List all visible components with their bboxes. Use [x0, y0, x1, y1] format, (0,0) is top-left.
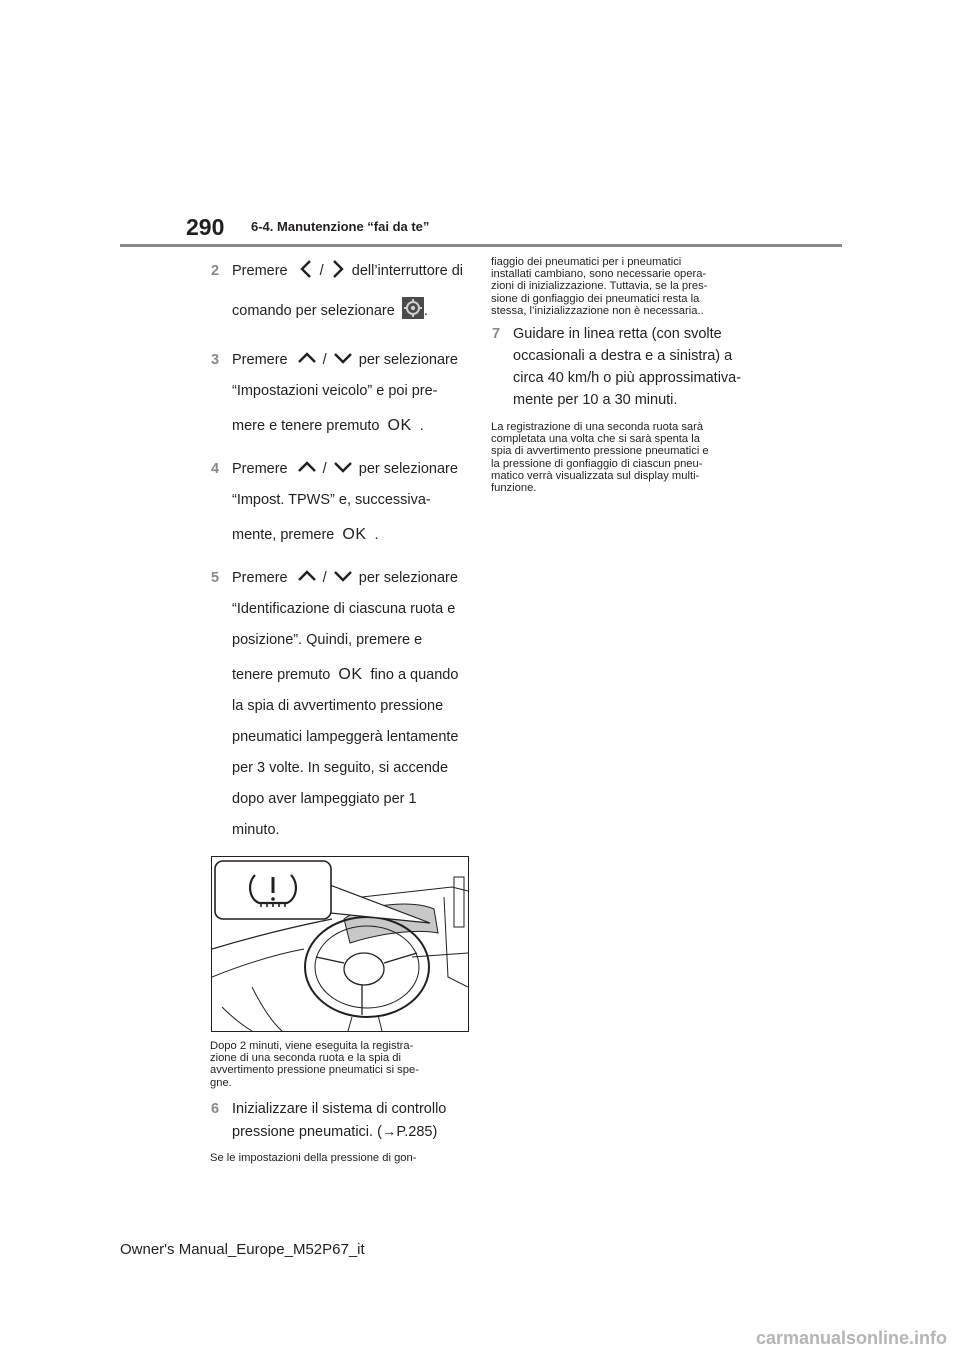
note-continuation: [491, 256, 753, 317]
section-title: 6-4. Manutenzione “fai da te”: [251, 219, 430, 234]
step-number: 7: [492, 326, 501, 343]
steering-wheel-illustration: [212, 857, 468, 1031]
step-text: ): [432, 1123, 438, 1140]
step-text: mente, premere: [232, 527, 335, 543]
step-text: .: [423, 303, 428, 319]
figure-caption: [210, 1040, 472, 1089]
step-line: la spia di avvertimento pressione: [232, 698, 444, 714]
step-line: [232, 563, 472, 594]
step-line: circa 40 km/h o più approssimativa-: [513, 370, 742, 387]
step-text: fino a quando: [370, 667, 459, 683]
note-line: funzione.: [491, 482, 537, 495]
step-text: dell’interruttore di: [351, 263, 463, 279]
step-line: “Impostazioni veicolo” e poi pre-: [232, 383, 438, 399]
step-line: [232, 519, 472, 551]
step-text: per selezionare: [358, 570, 458, 586]
step-line: Guidare in linea retta (con svolte: [513, 326, 722, 343]
step-text: mere e tenere premuto: [232, 418, 380, 434]
step-2: [210, 256, 472, 327]
note-line: matico verrà visualizzata sul display multi-: [491, 469, 700, 482]
note-line: sione di gonfiaggio dei pneumatici resta la: [491, 292, 700, 305]
step-text: Premere: [232, 263, 288, 279]
arrow-icon: →: [381, 1123, 397, 1140]
page-reference-link[interactable]: P.285: [396, 1123, 433, 1140]
right-column: [491, 256, 753, 494]
step-number: 3: [211, 352, 220, 368]
step-line: [232, 345, 472, 376]
slash-separator: /: [322, 352, 327, 368]
step-text: tenere premuto: [232, 667, 331, 683]
note-line: zioni di inizializzazione. Tuttavia, se la pres-: [491, 280, 708, 293]
step-line: [232, 454, 472, 485]
chevron-left-icon: [296, 258, 316, 280]
note-line: La registrazione di una seconda ruota sarà: [491, 421, 704, 434]
step-line: [232, 659, 472, 691]
step-7: [491, 323, 753, 411]
step-6: [210, 1098, 472, 1144]
dashboard-illustration: [211, 856, 469, 1032]
step-line: dopo aver lampeggiato per 1: [232, 791, 417, 807]
step-3: [210, 345, 472, 442]
note-line: la pressione di gonfiaggio di ciascun pneu-: [491, 457, 703, 470]
step-text: Premere: [232, 352, 288, 368]
step-text: comando per selezionare: [232, 303, 395, 319]
caption-line: zione di una seconda ruota e la spia di: [210, 1052, 401, 1065]
step-line: [232, 296, 472, 327]
step-line: [232, 256, 472, 287]
left-column: [210, 256, 472, 1164]
caption-line: avvertimento pressione pneumatici si spe-: [210, 1064, 419, 1077]
header-rule: [120, 244, 842, 247]
step-number: 4: [211, 461, 220, 477]
step-line: posizione”. Quindi, premere e: [232, 632, 423, 648]
step-line: minuto.: [232, 822, 280, 838]
step-line: mente per 10 a 30 minuti.: [513, 392, 678, 409]
caption-line: gne.: [210, 1076, 232, 1089]
step-text: Premere: [232, 461, 288, 477]
registration-note: [491, 421, 753, 494]
chevron-down-icon: [331, 568, 355, 584]
footer-watermark[interactable]: carmanualsonline.info: [756, 1328, 948, 1348]
chevron-up-icon: [295, 350, 319, 366]
step-5: [210, 563, 472, 846]
caption-line: Dopo 2 minuti, viene eseguita la registra-: [210, 1040, 414, 1052]
settings-gear-icon: [402, 297, 424, 319]
chevron-up-icon: [295, 568, 319, 584]
page-number: 290: [186, 214, 225, 240]
step-line: [232, 1121, 472, 1144]
note-line: completata una volta che si sarà spenta la: [491, 433, 700, 446]
step-number: 2: [211, 263, 220, 279]
step-number: 6: [211, 1100, 220, 1117]
ok-button-icon: OK: [342, 526, 367, 543]
step-text: per selezionare: [358, 461, 458, 477]
note-line: stessa, l’inizializzazione non è necessaria..: [491, 304, 704, 317]
chevron-down-icon: [331, 459, 355, 475]
chevron-up-icon: [295, 459, 319, 475]
chevron-right-icon: [328, 258, 348, 280]
slash-separator: /: [322, 461, 327, 477]
footer-manual-name: Owner's Manual_Europe_M52P67_it: [120, 1241, 365, 1258]
chevron-down-icon: [331, 350, 355, 366]
step-line: [232, 410, 472, 442]
slash-separator: /: [319, 263, 324, 279]
step-line: Inizializzare il sistema di controllo: [232, 1100, 447, 1117]
ok-button-icon: OK: [387, 417, 412, 434]
step-text: per selezionare: [358, 352, 458, 368]
step-line: “Impost. TPWS” e, successiva-: [232, 492, 431, 508]
note-line: spia di avvertimento pressione pneumatici e: [491, 445, 709, 458]
note-text: Se le impostazioni della pressione di gon-: [210, 1151, 417, 1164]
step-number: 5: [211, 570, 220, 586]
slash-separator: /: [322, 570, 327, 586]
step-text: Premere: [232, 570, 288, 586]
note-line: fiaggio dei pneumatici per i pneumatici: [491, 256, 682, 268]
step-4: [210, 454, 472, 551]
step-line: per 3 volte. In seguito, si accende: [232, 760, 449, 776]
step-line: pneumatici lampeggerà lentamente: [232, 729, 459, 745]
step-line: occasionali a destra e a sinistra) a: [513, 348, 733, 365]
step-text: pressione pneumatici. (: [232, 1123, 382, 1140]
ok-button-icon: OK: [338, 666, 363, 683]
step-text: .: [419, 418, 424, 434]
step-text: .: [374, 527, 379, 543]
step-line: “Identificazione di ciascuna ruota e: [232, 601, 456, 617]
note-line: installati cambiano, sono necessarie opera-: [491, 268, 707, 281]
